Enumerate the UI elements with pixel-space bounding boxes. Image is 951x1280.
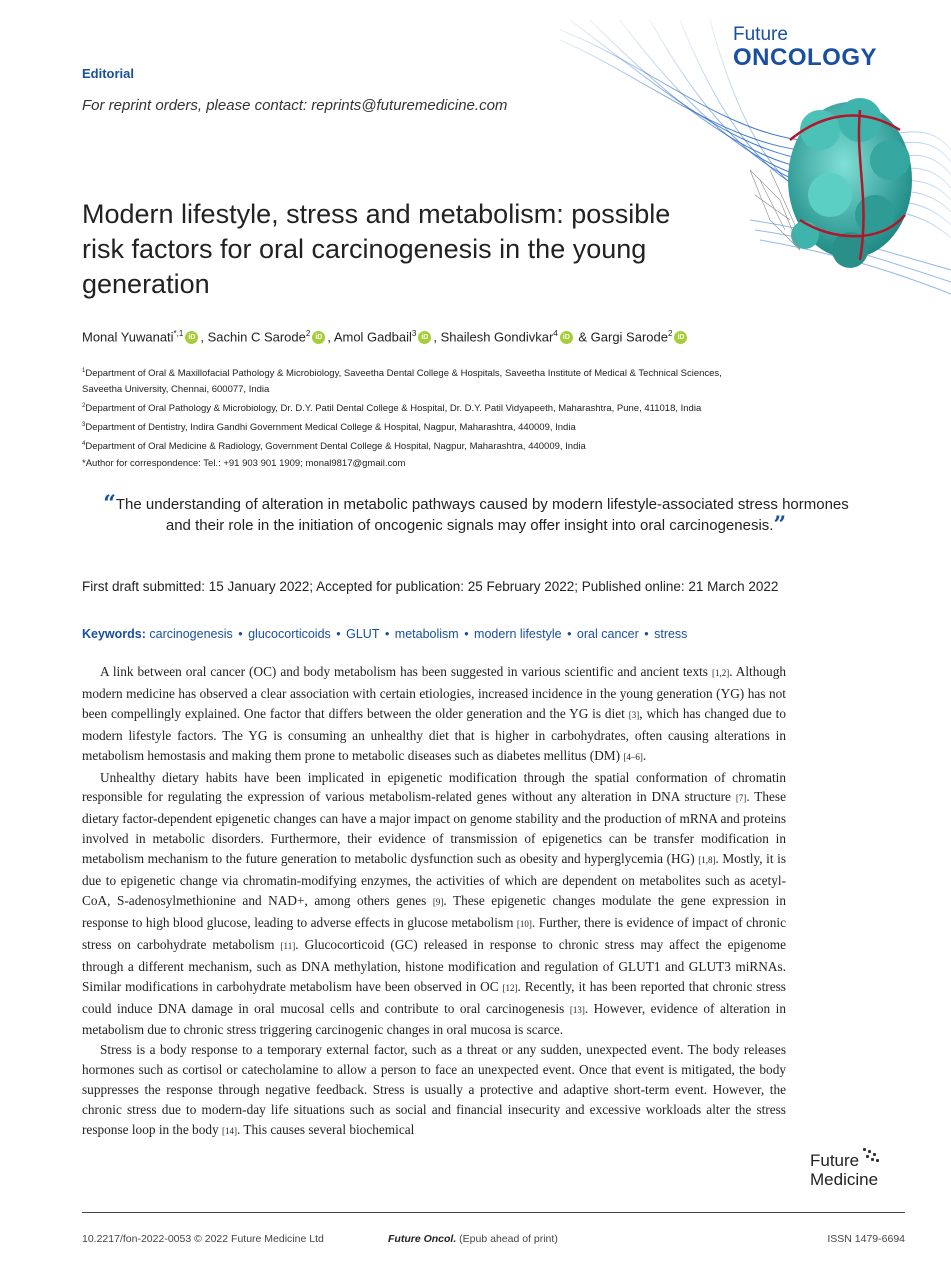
keyword-separator-icon: • <box>381 627 393 641</box>
orcid-icon[interactable]: iD <box>312 331 325 344</box>
author-affiliation-marker: 4 <box>553 329 558 338</box>
keyword-separator-icon: • <box>460 627 473 641</box>
text-run: . Recently, it has been reported that chronic stress could induce DNA damage in oral mucosal cells and contribute to oral carcinogenesis <box>82 978 786 1016</box>
footer-doi: 10.2217/fon-2022-0053 © 2022 Future Medicine Ltd <box>82 1233 324 1245</box>
keyword-link[interactable]: glucocorticoids <box>248 627 331 641</box>
orcid-icon[interactable]: iD <box>418 331 431 344</box>
text-run: . However, evidence of alteration in metabolism due to chronic stress triggering carcinogenic changes in oral mucosa is scarce. <box>82 1000 786 1038</box>
publication-dates: First draft submitted: 15 January 2022; Accepted for publication: 25 February 2022; Published online: 21 March 2022 <box>82 579 779 594</box>
citation-link[interactable]: [14] <box>221 1125 237 1136</box>
paragraph-1 <box>82 662 786 768</box>
affiliations <box>82 363 722 472</box>
author-name: Gargi Sarode <box>590 329 668 345</box>
text-run: Unhealthy dietary habits have been implicated in epigenetic modification through the spatial conformation of chromatin responsible for regulating the expression of various metabolism-related genes without any alteration in DNA structure <box>82 769 786 805</box>
keyword-separator-icon: • <box>332 627 345 641</box>
affiliation-text: Department of Oral Pathology & Microbiology, Dr. D.Y. Patil Dental College & Hospital, Dr. D.Y. Patil Vidyapeeth, Maharashtra, Pune, 411018, India <box>85 403 702 415</box>
affiliation <box>82 436 722 455</box>
pull-quote-text: The understanding of alteration in metabolic pathways caused by modern lifestyle-associated stress hormones and their role in the initiation of oncogenic signals may offer insight into oral carcinogenesis. <box>115 496 849 534</box>
affiliation-number: 3 <box>82 422 86 429</box>
citation-link[interactable]: [11] <box>280 940 296 951</box>
article-title: Modern lifestyle, stress and metabolism: possible risk factors for oral carcinogenesis in the young generation <box>82 199 671 299</box>
footer-issn: ISSN 1479-6694 <box>827 1233 905 1245</box>
author-name: Sachin C Sarode <box>207 329 306 345</box>
affiliation-number: 2 <box>82 403 86 410</box>
affiliation <box>82 398 722 417</box>
citation-link[interactable]: [7] <box>735 793 747 804</box>
keywords <box>82 627 862 641</box>
text-run: . Although modern medicine has observed a clear association with certain etiologies, increased incidence in the young generation (YG) has not been compellingly explained. One factor that differs between the older generation and the YG is diet <box>82 664 786 721</box>
author-list: Monal Yuwanati$^{*,1}$ iD , Sachin C Sarode$^2$ iD , Amol Gadbail$^3$ iD , Shailesh Gondivkar$^4$ iD & Gargi Sarode$^2$ iD <box>82 323 732 348</box>
keyword-link[interactable]: carcinogenesis <box>149 627 233 641</box>
text-run: . Glucocorticoid (GC) released in response to chronic stress may affect the epigenome through a different mechanism, such as DNA methylation, histone modification and regulation of GLUT1 and GLUT3 miRNAs. Similar modifications in carbohydrate metabolism have been observed in OC <box>82 936 786 994</box>
footer-journal-name: Future Oncol. <box>388 1233 457 1245</box>
author-affiliation-marker: 2 <box>305 329 311 338</box>
keyword-separator-icon: • <box>640 627 653 641</box>
dots-logo-icon <box>861 1148 879 1162</box>
affiliation-text: Department of Dentistry, Indira Gandhi Government Medical College & Hospital, Nagpur, Maharashtra, 440009, India <box>85 422 576 434</box>
text-run: . These dietary factor-dependent epigenetic changes can have a major impact on genome stability and the production of mRNA and proteins involved in metabolic disorders. Furthermore, their evidence of transmission of epigenetics can be transfer modification in metabolism mechanism to the future generation to metabolic dysfunction such as obesity and hyperglycemia (HG) <box>82 789 786 867</box>
reprint-notice: For reprint orders, please contact: reprints@futuremedicine.com <box>82 97 508 114</box>
text-run: . <box>642 747 647 763</box>
tumor-cluster <box>788 98 912 268</box>
citation-link[interactable]: [9] <box>432 896 444 907</box>
footer-divider <box>82 1212 905 1213</box>
author-name: Shailesh Gondivkar <box>440 329 554 345</box>
affiliation-number: 4 <box>82 441 86 448</box>
citation-link[interactable]: [12] <box>502 982 518 993</box>
journal-brand-line1: Future <box>733 24 788 45</box>
text-run: . This causes several biochemical <box>236 1121 415 1137</box>
citation-link[interactable]: [4–6] <box>623 751 643 762</box>
citation-link[interactable]: [1,2] <box>711 668 730 678</box>
orcid-icon[interactable]: iD <box>674 331 687 344</box>
affiliation-text: Department of Oral & Maxillofacial Pathology & Microbiology, Saveetha Dental College & Hospitals, Saveetha Institute of Medical & Technical Sciences, Saveetha University, Chennai, 600077, India <box>82 368 722 396</box>
author-name: Monal Yuwanati <box>82 329 174 345</box>
author-affiliation-marker: 2 <box>667 329 673 338</box>
publisher-logo-line2: Medicine <box>810 1170 879 1189</box>
keywords-label: Keywords: <box>82 627 146 641</box>
open-quote-icon: “ <box>103 491 116 517</box>
author-name: Amol Gadbail <box>333 329 412 345</box>
pull-quote <box>96 491 856 538</box>
publisher-logo-line1: Future <box>810 1151 860 1170</box>
paragraph-3 <box>82 1040 786 1142</box>
text-run: . These epigenetic changes modulate the gene expression in response to high blood glucose, leading to adverse effects in glucose metabolism <box>82 892 786 930</box>
orcid-icon[interactable]: iD <box>560 331 573 344</box>
keyword-link[interactable]: metabolism <box>394 627 459 641</box>
citation-link[interactable]: [3] <box>628 709 640 720</box>
correspondence: *Author for correspondence: Tel.: +91 903 901 1909; monal9817@gmail.com <box>82 457 406 469</box>
affiliation <box>82 363 722 398</box>
citation-link[interactable]: [13] <box>569 1004 585 1015</box>
keyword-link[interactable]: stress <box>654 627 688 641</box>
keyword-link[interactable]: oral cancer <box>576 627 639 641</box>
affiliation-number: 1 <box>82 368 86 374</box>
text-run: . Further, there is evidence of impact of chronic stress on carbohydrate metabolism <box>82 914 786 952</box>
affiliation-text: Department of Oral Medicine & Radiology, Government Dental College & Hospital, Nagpur, Maharashtra, 440009, India <box>85 441 586 453</box>
section-label: Editorial <box>82 66 135 81</box>
keyword-link[interactable]: modern lifestyle <box>474 627 562 641</box>
publisher-logo <box>810 1148 910 1189</box>
orcid-icon[interactable]: iD <box>185 331 198 344</box>
journal-brand-line2: ONCOLOGY <box>733 44 878 71</box>
keyword-link[interactable]: GLUT <box>346 627 380 641</box>
keyword-separator-icon: • <box>234 627 247 641</box>
citation-link[interactable]: [10] <box>516 918 532 929</box>
author-affiliation-marker: 3 <box>411 329 417 338</box>
close-quote-icon: ” <box>773 512 787 538</box>
footer-journal <box>388 1233 558 1245</box>
affiliation <box>82 417 722 436</box>
footer-journal-note: (Epub ahead of print) <box>456 1233 558 1245</box>
author-affiliation-marker: *,1 <box>173 329 184 338</box>
text-run: Stress is a body response to a temporary external factor, such as a threat or any sudden, unexpected event. The body releases hormones such as cortisol or catecholamine to allow a person to face an unexpected event. Once that event is mitigated, the body suppresses the response through negative feedback. Stress is usually a protective and adaptive short-term event. However, the chronic stress due to modern-day life situations such as social and financial insecurity and excessive workloads alter the stress response loop in the body <box>82 1042 786 1137</box>
text-run: , which has changed due to modern lifestyle factors. The YG is consuming an unhealthy diet that is higher in carbohydrates, often causing alterations in metabolism hemostasis and making them prone to metabolic diseases such as diabetes mellitus (DM) <box>82 705 786 763</box>
text-run: . Mostly, it is due to epigenetic change via chromatin-modifying enzymes, the activities of which are dependent on metabolites such as acetyl-CoA, S-adenosylmethionine and NAD+, among others genes <box>82 851 786 908</box>
body-text <box>82 662 786 1142</box>
keyword-separator-icon: • <box>563 627 575 641</box>
text-run: A link between oral cancer (OC) and body metabolism has been suggested in various scientific and ancient texts <box>100 664 712 679</box>
citation-link[interactable]: [1,8] <box>698 855 716 866</box>
paragraph-2 <box>82 768 786 1041</box>
